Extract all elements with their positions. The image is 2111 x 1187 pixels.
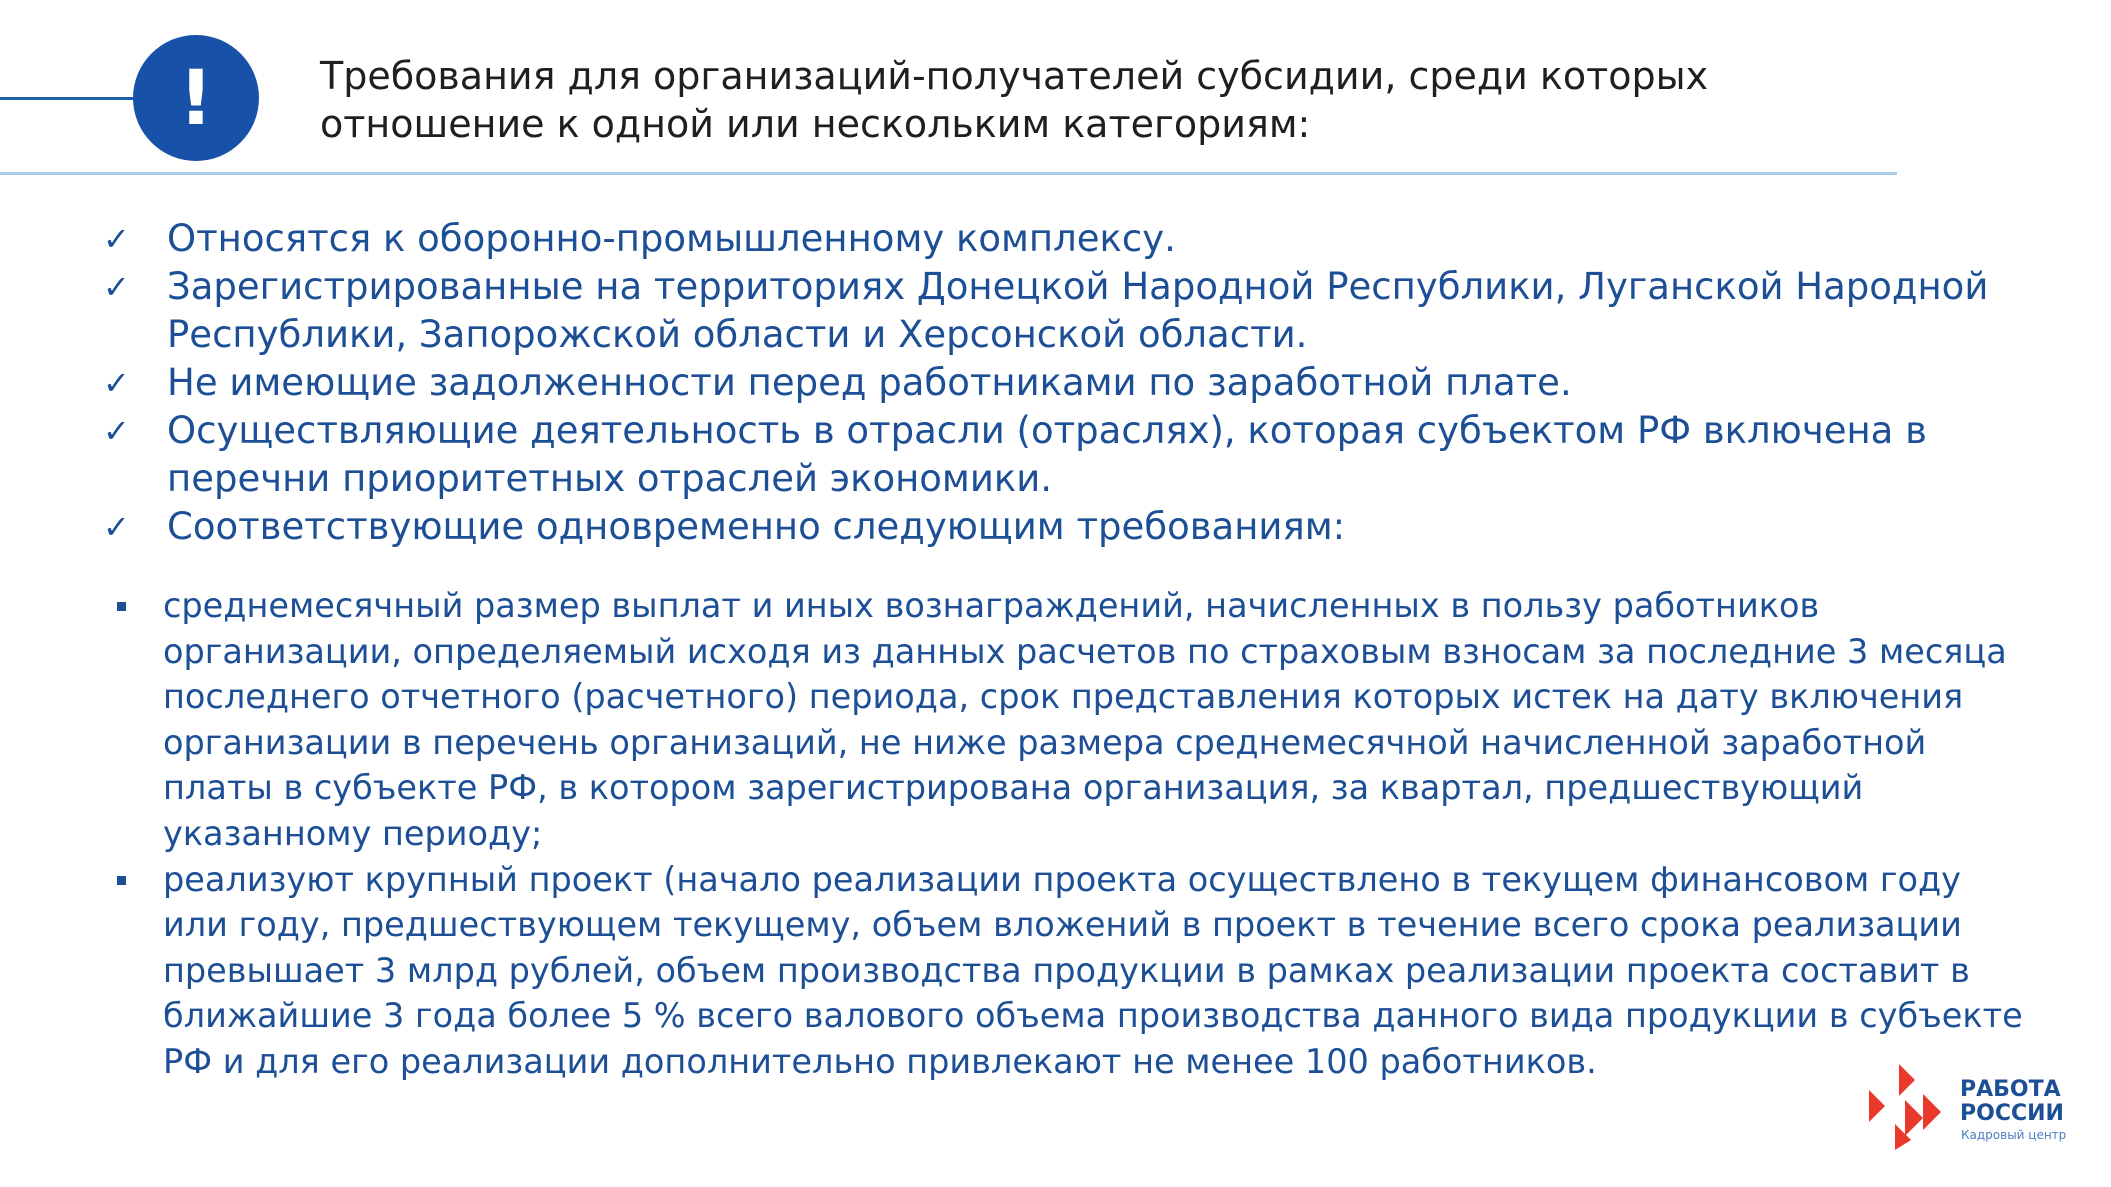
bullet-item-text: реализуют крупный проект (начало реализации проекта осуществлено в текущем финансовом году или году, предшествующем текущему, объем вложений в проект в течение всего срока реализации превышает 3 млрд рублей, объем производства продукции в рамках реализации проекта составит в ближайшие 3 года более 5 % всего валового объема производства данного вида продукции в субъекте РФ и для его реализации дополнительно привлекают не менее 100 работников.	[163, 859, 2023, 1081]
requirements-checklist	[103, 215, 2003, 551]
logo-mark-icon	[1865, 1060, 1955, 1150]
page-title: Требования для организаций-получателей субсидии, среди которых отношение к одной или нескольким категориям:	[320, 54, 1709, 146]
alert-symbol: !	[178, 53, 214, 142]
checkmark-icon: ✓	[103, 364, 130, 402]
sub-requirements-list	[115, 583, 2035, 1085]
check-item	[103, 503, 2003, 551]
check-item	[103, 359, 2003, 407]
square-bullet-icon	[117, 602, 126, 611]
logo-subtitle: Кадровый центр	[1961, 1128, 2067, 1142]
check-item	[103, 263, 2003, 359]
bullet-item	[115, 857, 2035, 1085]
logo-line-1: РАБОТА	[1960, 1077, 2061, 1102]
bullet-item	[115, 583, 2035, 857]
checkmark-icon: ✓	[103, 412, 130, 450]
check-item	[103, 407, 2003, 503]
check-item-text: Осуществляющие деятельность в отрасли (отраслях), которая субъектом РФ включена в перечни приоритетных отраслей экономики.	[167, 409, 1927, 500]
logo-line-2: РОССИИ	[1960, 1101, 2064, 1126]
logo-wordmark	[1960, 1078, 2064, 1126]
header-accent-line	[0, 97, 150, 100]
alert-icon	[133, 35, 259, 161]
check-item-text: Относятся к оборонно-промышленному комплексу.	[167, 217, 1176, 260]
check-item-text: Не имеющие задолженности перед работниками по заработной плате.	[167, 361, 1572, 404]
check-item-text: Зарегистрированные на территориях Донецкой Народной Республики, Луганской Народной Республики, Запорожской области и Херсонской области.	[167, 265, 1989, 356]
checkmark-icon: ✓	[103, 220, 130, 258]
checkmark-icon: ✓	[103, 268, 130, 306]
bullet-item-text: среднемесячный размер выплат и иных вознаграждений, начисленных в пользу работников организации, определяемый исходя из данных расчетов по страховым взносам за последние 3 месяца последнего отчетного (расчетного) периода, срок представления которых истек на дату включения организации в перечень организаций, не ниже размера среднемесячной начисленной заработной платы в субъекте РФ, в котором зарегистрирована организация, за квартал, предшествующий указанному периоду;	[163, 586, 2007, 853]
rabota-rossii-logo	[1865, 1060, 2085, 1150]
header-divider	[0, 172, 1897, 175]
square-bullet-icon	[117, 876, 126, 885]
check-item	[103, 215, 2003, 263]
checkmark-icon: ✓	[103, 508, 130, 546]
check-item-text: Соответствующие одновременно следующим требованиям:	[167, 505, 1346, 548]
